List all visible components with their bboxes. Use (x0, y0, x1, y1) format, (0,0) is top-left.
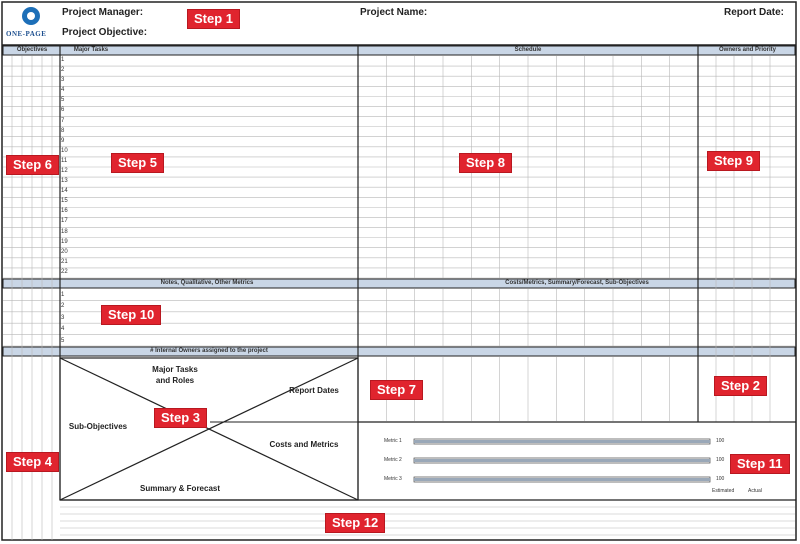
task-row-number: 14 (61, 188, 68, 195)
step-5-badge: Step 5 (111, 153, 164, 173)
task-row-number: 3 (61, 77, 65, 84)
legend-actual: Actual (748, 488, 762, 494)
step-3-badge: Step 3 (154, 408, 207, 428)
logo-circle-inner-icon (27, 12, 35, 20)
task-row-number: 12 (61, 168, 68, 174)
legend-estimated: Estimated (712, 488, 735, 494)
task-row-number: 13 (61, 178, 68, 185)
step-4-badge: Step 4 (6, 452, 59, 472)
note-row-number: 3 (61, 314, 65, 321)
report-date-label: Report Date: (724, 7, 785, 18)
task-row-number: 4 (61, 87, 65, 94)
project-objective-label: Project Objective: (62, 27, 148, 38)
report-dates-label: Report Dates (289, 386, 339, 395)
notes-band-label: Notes, Qualitative, Other Metrics (160, 280, 254, 286)
internal-owners-label: # Internal Owners assigned to the project (150, 348, 268, 354)
task-row-number: 1 (61, 57, 65, 63)
step-10-badge: Step 10 (101, 305, 161, 325)
step-9-badge: Step 9 (707, 151, 760, 171)
major-tasks-line-1: Major Tasks (152, 365, 198, 374)
task-row-number: 21 (61, 258, 68, 265)
metric-bar-label: Metric 3 (384, 476, 402, 482)
step-8-badge: Step 8 (459, 153, 512, 173)
task-row-number: 8 (61, 127, 65, 134)
metric-bar-fill (414, 440, 710, 443)
task-row-number: 5 (61, 97, 65, 104)
task-row-number: 20 (61, 248, 68, 255)
step-7-badge: Step 7 (370, 380, 423, 400)
step-2-badge: Step 2 (714, 376, 767, 396)
bottom-row-lines (60, 507, 795, 535)
costs-metrics-label: Costs and Metrics (269, 440, 339, 449)
task-row-number: 18 (61, 228, 68, 235)
logo-text: ONE-PAGE (6, 30, 47, 38)
major-tasks-label (140, 364, 210, 386)
task-row-number: 15 (61, 198, 68, 205)
metric-bar-value: 100 (716, 476, 725, 482)
metric-bar-label: Metric 1 (384, 438, 402, 444)
metric-bar-fill (414, 478, 710, 481)
cost-band-label: Costs/Metrics, Summary/Forecast, Sub-Objectives (505, 280, 649, 286)
task-row-number: 16 (61, 208, 68, 215)
note-row-number: 2 (61, 303, 65, 310)
task-row-number: 9 (61, 137, 65, 144)
owners-header: Owners and Priority (718, 47, 776, 53)
metric-bar-value: 100 (716, 438, 725, 444)
note-row-number: 1 (61, 292, 65, 298)
summary-forecast-label: Summary & Forecast (139, 484, 221, 493)
logo (6, 5, 56, 43)
note-row-number: 5 (61, 337, 65, 344)
task-row-number: 11 (61, 157, 68, 164)
sub-objectives-label: Sub-Objectives (68, 422, 128, 431)
task-row-number: 19 (61, 238, 68, 245)
task-row-number: 6 (61, 107, 65, 114)
task-row-number: 22 (61, 268, 68, 275)
task-row-number: 17 (61, 218, 68, 225)
task-row-number: 2 (61, 67, 65, 74)
major-tasks-line-2: and Roles (155, 376, 195, 385)
task-row-number: 10 (61, 147, 68, 154)
objectives-header: Objectives (16, 47, 48, 53)
step-1-badge: Step 1 (187, 9, 240, 29)
schedule-column-lines (386, 56, 669, 346)
project-manager-label: Project Manager: (62, 7, 144, 18)
tasks-header: Major Tasks (73, 47, 109, 53)
project-name-label: Project Name: (360, 7, 428, 18)
step-11-badge: Step 11 (730, 454, 790, 474)
metric-bar-label: Metric 2 (384, 457, 402, 463)
owner-column-lines (716, 56, 770, 422)
metric-bar-value: 100 (716, 457, 725, 463)
step-12-badge: Step 12 (325, 513, 385, 533)
task-row-number: 7 (61, 117, 65, 124)
note-row-number: 4 (61, 326, 65, 333)
metric-bar-fill (414, 459, 710, 462)
metrics-bar-chart (414, 439, 710, 482)
step-6-badge: Step 6 (6, 155, 59, 175)
schedule-header: Schedule (514, 47, 542, 53)
report-date-column-lines (386, 357, 669, 421)
